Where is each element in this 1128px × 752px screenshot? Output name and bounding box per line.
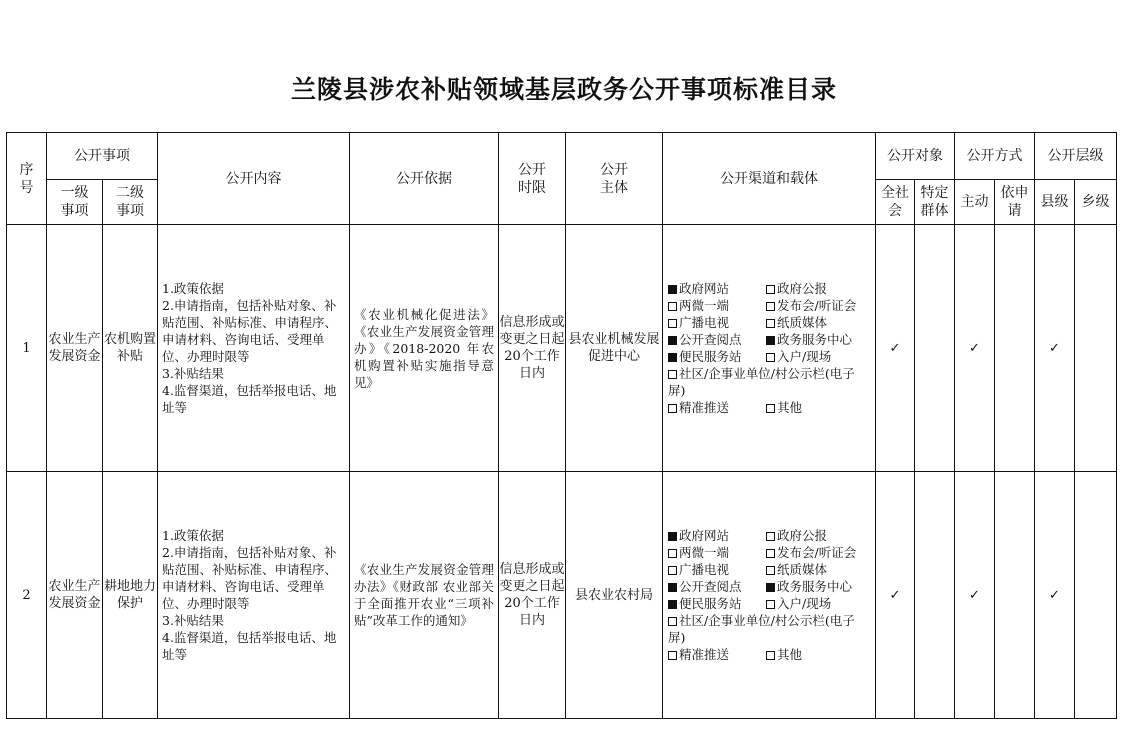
row-subject: 县农业农村局 — [566, 472, 663, 719]
channel-item: 政府公报 — [766, 527, 871, 544]
channel-item: 政务服务中心 — [766, 331, 871, 348]
checkbox-icon — [766, 651, 775, 660]
mark-target-specific — [915, 225, 955, 472]
header-target-group: 公开对象 — [876, 133, 955, 180]
mark-target-all: ✓ — [876, 225, 915, 472]
header-method-apply: 依申 请 — [995, 180, 1035, 225]
mark-target-all: ✓ — [876, 472, 915, 719]
channel-list — [663, 527, 875, 663]
channel-item: 纸质媒体 — [766, 314, 871, 331]
checkbox-icon — [766, 319, 775, 328]
header-method-active: 主动 — [955, 180, 995, 225]
row-level1: 农业生产发展资金 — [47, 225, 103, 472]
channel-item: 社区/企事业单位/村公示栏(电子屏) — [668, 366, 855, 398]
row-time-limit: 信息形成或变更之日起20个工作日内 — [499, 472, 566, 719]
channel-item: 政府网站 — [668, 527, 766, 544]
mark-level-town — [1075, 225, 1117, 472]
checkbox-icon — [668, 319, 677, 328]
mark-level-county: ✓ — [1035, 225, 1075, 472]
channel-item: 精准推送 — [668, 646, 766, 663]
header-method-group: 公开方式 — [955, 133, 1035, 180]
channel-item: 政府公报 — [766, 280, 871, 297]
checkbox-icon — [766, 302, 775, 311]
channel-item: 发布会/听证会 — [766, 544, 871, 561]
channel-item: 精准推送 — [668, 399, 766, 416]
header-basis: 公开依据 — [350, 133, 499, 225]
channel-item: 政府网站 — [668, 280, 766, 297]
header-items-group: 公开事项 — [47, 133, 158, 180]
channel-item: 两微一端 — [668, 297, 766, 314]
channel-item: 广播电视 — [668, 561, 766, 578]
channel-item: 政务服务中心 — [766, 578, 871, 595]
checkbox-icon — [766, 549, 775, 558]
row-subject: 县农业机械发展促进中心 — [566, 225, 663, 472]
row-level2: 耕地地力保护 — [103, 472, 158, 719]
checkbox-icon — [668, 566, 677, 575]
checkbox-icon — [766, 336, 775, 345]
catalog-table — [6, 132, 1117, 719]
checkbox-icon — [766, 404, 775, 413]
channel-item: 广播电视 — [668, 314, 766, 331]
channel-item: 公开查阅点 — [668, 331, 766, 348]
checkbox-icon — [766, 353, 775, 362]
row-content: 1.政策依据 2.申请指南，包括补贴对象、补贴范围、补贴标准、申请程序、申请材料、咨询电话、受理单位、办理时限等 3.补贴结果 4.监督渠道，包括举报电话、地址等 — [162, 281, 338, 415]
row-level2: 农机购置补贴 — [103, 225, 158, 472]
mark-level-town — [1075, 472, 1117, 719]
checkbox-icon — [668, 617, 677, 626]
header-seq: 序 号 — [7, 133, 47, 225]
checkbox-icon — [668, 651, 677, 660]
row-time-limit: 信息形成或变更之日起20个工作日内 — [499, 225, 566, 472]
channel-list — [663, 280, 875, 416]
row-content: 1.政策依据 2.申请指南，包括补贴对象、补贴范围、补贴标准、申请程序、申请材料、咨询电话、受理单位、办理时限等 3.补贴结果 4.监督渠道，包括举报电话、地址等 — [162, 528, 338, 662]
checkbox-icon — [766, 532, 775, 541]
row-basis: 《农业机械化促进法》《农业生产发展资金管理办》《2018-2020 年农机购置补贴实施指导意见》 — [354, 306, 494, 390]
mark-method-active: ✓ — [955, 225, 995, 472]
channel-item: 两微一端 — [668, 544, 766, 561]
checkbox-icon — [668, 353, 677, 362]
row-seq: 1 — [7, 225, 47, 472]
mark-target-specific — [915, 472, 955, 719]
header-level2: 二级 事项 — [103, 180, 158, 225]
channel-item: 入户/现场 — [766, 595, 871, 612]
header-subject: 公开 主体 — [566, 133, 663, 225]
header-level-town: 乡级 — [1075, 180, 1117, 225]
checkbox-icon — [766, 285, 775, 294]
header-level-county: 县级 — [1035, 180, 1075, 225]
checkbox-icon — [766, 583, 775, 592]
header-time-limit: 公开 时限 — [499, 133, 566, 225]
checkbox-icon — [668, 404, 677, 413]
header-target-all: 全社 会 — [876, 180, 915, 225]
checkbox-icon — [668, 370, 677, 379]
mark-level-county: ✓ — [1035, 472, 1075, 719]
mark-method-active: ✓ — [955, 472, 995, 719]
checkbox-icon — [668, 549, 677, 558]
header-target-specific: 特定 群体 — [915, 180, 955, 225]
mark-method-apply — [995, 225, 1035, 472]
checkbox-icon — [766, 566, 775, 575]
table-row — [7, 225, 1117, 472]
table-row — [7, 472, 1117, 719]
channel-item: 社区/企事业单位/村公示栏(电子屏) — [668, 613, 855, 645]
checkbox-icon — [668, 583, 677, 592]
header-level1: 一级 事项 — [47, 180, 103, 225]
checkbox-icon — [668, 600, 677, 609]
page-title: 兰陵县涉农补贴领域基层政务公开事项标准目录 — [290, 75, 837, 104]
row-seq: 2 — [7, 472, 47, 719]
channel-item: 其他 — [766, 646, 871, 663]
header-level-group: 公开层级 — [1035, 133, 1117, 180]
row-basis: 《农业生产发展资金管理办法》《财政部 农业部关于全面推开农业“三项补贴”改革工作的通知》 — [354, 562, 494, 628]
channel-item: 其他 — [766, 399, 871, 416]
channel-item: 入户/现场 — [766, 348, 871, 365]
checkbox-icon — [668, 336, 677, 345]
checkbox-icon — [668, 285, 677, 294]
mark-method-apply — [995, 472, 1035, 719]
header-content: 公开内容 — [158, 133, 350, 225]
checkbox-icon — [668, 532, 677, 541]
channel-item: 发布会/听证会 — [766, 297, 871, 314]
channel-item: 公开查阅点 — [668, 578, 766, 595]
channel-item: 纸质媒体 — [766, 561, 871, 578]
channel-item: 便民服务站 — [668, 595, 766, 612]
checkbox-icon — [766, 600, 775, 609]
row-level1: 农业生产发展资金 — [47, 472, 103, 719]
header-channels: 公开渠道和载体 — [663, 133, 876, 225]
checkbox-icon — [668, 302, 677, 311]
channel-item: 便民服务站 — [668, 348, 766, 365]
